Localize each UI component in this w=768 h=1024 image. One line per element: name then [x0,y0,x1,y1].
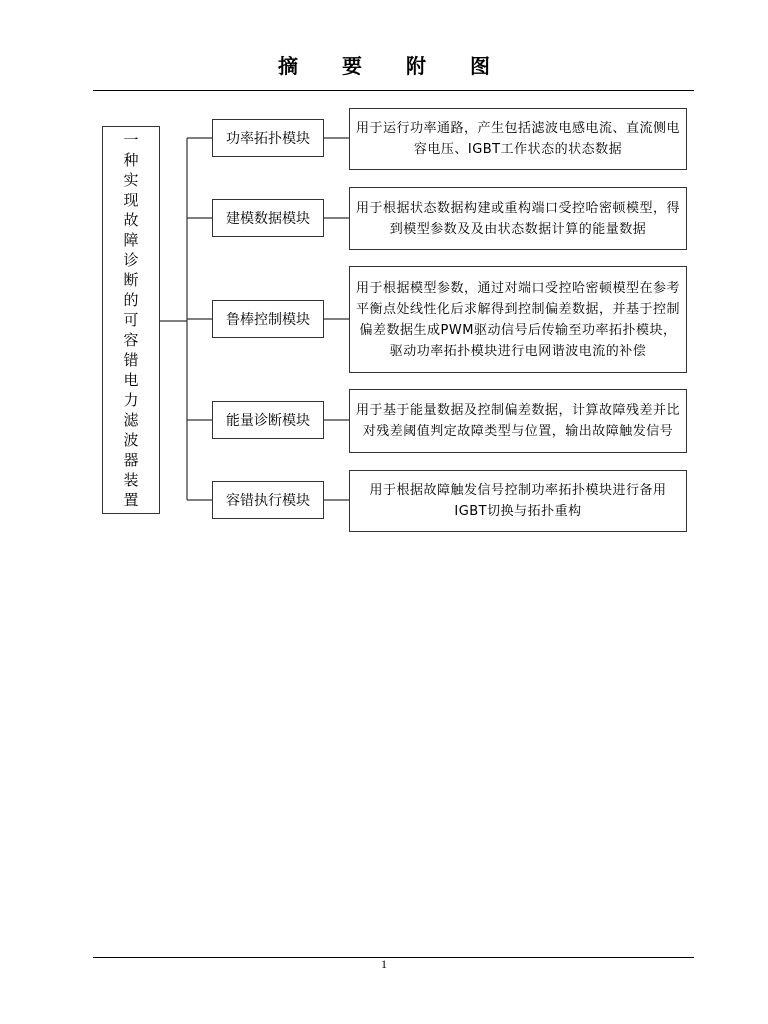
root-device-box [102,126,160,514]
root-char: 断 [123,271,139,289]
top-rule [93,90,694,91]
module-label: 容错执行模块 [226,493,310,509]
root-char: 的 [123,291,139,309]
module-label: 能量诊断模块 [226,413,310,429]
root-char: 诊 [123,251,139,269]
root-char: 器 [123,451,139,469]
title-char-1: 摘 [278,54,298,78]
root-char: 实 [123,171,139,189]
title-char-4: 图 [470,54,490,78]
description-box-energy-diagnosis [349,389,687,453]
title-char-3: 附 [406,54,426,78]
module-box-fault-tolerant-execution [212,481,324,519]
module-box-robust-control [212,300,324,338]
page-title [0,50,768,79]
description-box-modeling-data [349,187,687,250]
root-char: 错 [123,351,139,369]
module-label: 建模数据模块 [226,211,310,227]
root-char: 置 [123,491,139,509]
description-text: 用于基于能量数据及控制偏差数据，计算故障残差并比对残差阈值判定故障类型与位置，输出故障触发信号 [355,403,680,439]
root-char: 故 [123,211,139,229]
description-text: 用于根据模型参数，通过对端口受控哈密顿模型在参考平衡点处线性化后求解得到控制偏差数据，并基于控制偏差数据生成PWM驱动信号后传输至功率拓扑模块，驱动功率拓扑模块进行电网谐波电流的补偿 [355,280,680,359]
root-char: 容 [123,331,139,349]
description-box-power-topology [349,108,687,170]
module-box-energy-diagnosis [212,401,324,439]
module-box-modeling-data [212,199,324,237]
root-char: 滤 [123,411,139,429]
root-char: 力 [123,391,139,409]
description-text: 用于根据状态数据构建或重构端口受控哈密顿模型，得到模型参数及及由状态数据计算的能量数据 [355,200,680,237]
root-char: 障 [123,231,139,249]
page-number: 1 [381,957,387,971]
root-char: 波 [123,431,139,449]
root-char: 可 [123,311,139,329]
root-char: 种 [123,151,139,169]
description-text: 用于根据故障触发信号控制功率拓扑模块进行备用IGBT切换与拓扑重构 [369,483,667,519]
root-char: 一 [123,131,139,149]
root-char: 装 [123,471,139,489]
root-char: 现 [123,191,139,209]
description-box-fault-tolerant-execution [349,470,687,532]
root-char: 电 [123,371,139,389]
module-box-power-topology [212,119,324,157]
module-label: 鲁棒控制模块 [226,312,310,328]
title-char-2: 要 [342,54,362,78]
module-label: 功率拓扑模块 [226,131,310,147]
description-box-robust-control [349,266,687,373]
description-text: 用于运行功率通路，产生包括滤波电感电流、直流侧电容电压、IGBT工作状态的状态数据 [355,121,680,157]
